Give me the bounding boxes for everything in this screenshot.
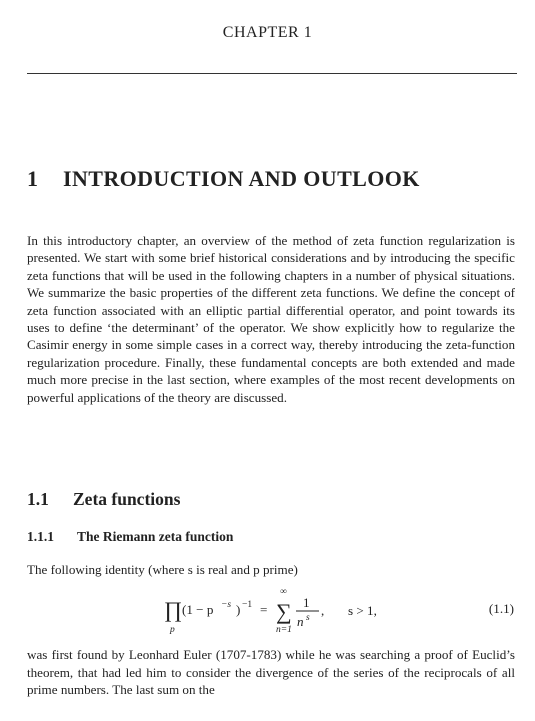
intro-paragraph: In this introductory chapter, an overview of the method of zeta function regularization is presented. We start with some brief historical considerations and by introducing the specific zeta functions that will be used in the following chapters in a number of physical situations. We summarize the basic properties of the different zeta functions. We define the concept of zeta function associated with an elliptic partial differential operator, and point towards its uses to define ‘the determinant’ of the operator. We show explicitly how to regularize the Casimir energy in some simple cases in a correct way, thereby introducing the zeta-function regularization procedure. Finally, these fundamental concepts are both extended and made much more precise in the last section, where examples of the most recent developments on powerful applications of the theory are discussed. (27, 233, 515, 405)
denominator-base: n (297, 614, 304, 629)
header-rule (27, 73, 517, 74)
sum-upper-limit: ∞ (280, 587, 287, 597)
chapter-title (27, 166, 420, 192)
inner-exponent: −s (221, 600, 232, 610)
denominator-exponent: s (306, 613, 310, 623)
equation-svg (0, 584, 535, 640)
paragraph-after-equation: was first found by Leonhard Euler (1707-1783) while he was searching a proof of Euclid’s theorem, that had led him to consider the divergence of the series of the reciprocals of all prime numbers. The last sum on the (27, 647, 515, 698)
equals-sign: = (260, 602, 268, 617)
sum-symbol: ∑ (276, 599, 292, 624)
paragraph-before-equation: The following identity (where s is real and p prime) (27, 562, 298, 577)
sum-lower-limit: n=1 (276, 625, 292, 635)
fraction-numerator: 1 (303, 595, 310, 610)
subsection-heading (27, 529, 233, 545)
section-number: 1.1 (27, 489, 49, 509)
equation-number: (1.1) (488, 601, 514, 616)
product-symbol: ∏ (164, 597, 183, 622)
chapter-label: CHAPTER 1 (222, 24, 313, 41)
product-body: (1 − p (182, 602, 214, 617)
section-heading (27, 489, 180, 510)
chapter-number: 1 (27, 166, 39, 191)
equation-condition: s > 1, (348, 603, 377, 618)
section-title-text: Zeta functions (73, 489, 181, 509)
close-paren: ) (236, 602, 241, 617)
euler-product-equation (0, 584, 535, 640)
product-index: p (170, 625, 175, 635)
outer-exponent: −1 (242, 600, 253, 610)
chapter-title-text: INTRODUCTION AND OUTLOOK (63, 166, 420, 191)
subsection-number: 1.1.1 (27, 529, 54, 544)
equation-comma: , (321, 603, 325, 618)
subsection-title-text: The Riemann zeta function (77, 529, 234, 544)
